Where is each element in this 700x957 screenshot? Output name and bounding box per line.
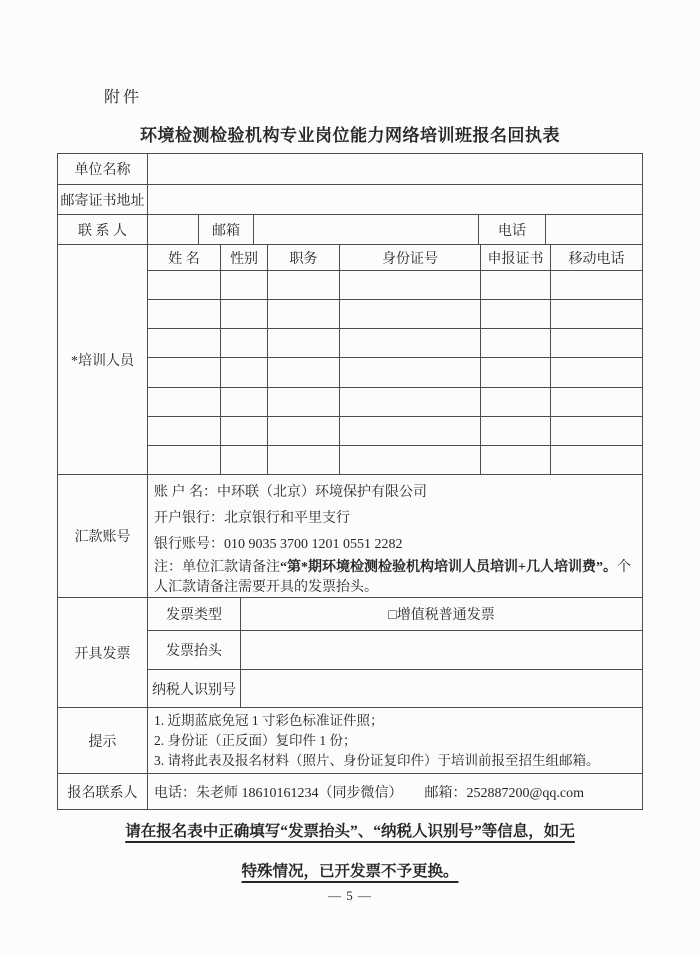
trainee-empty-cell (148, 388, 220, 416)
remit-bank: 开户银行：北京银行和平里支行 (154, 511, 350, 526)
trainee-empty-cell (267, 446, 339, 474)
trainee-empty-cell (339, 271, 480, 299)
trainee-empty-cell (550, 358, 642, 386)
trainee-empty-cell (480, 271, 550, 299)
trainee-empty-cell (480, 300, 550, 328)
trainee-empty-row (148, 445, 642, 474)
trainee-empty-cell (339, 446, 480, 474)
trainee-empty-cell (339, 300, 480, 328)
trainee-empty-cell (267, 329, 339, 357)
registration-form-table (57, 153, 643, 810)
trainee-empty-cell (148, 358, 220, 386)
taxpayer-id-value (240, 670, 642, 708)
invoice-title-label: 发票抬头 (166, 644, 222, 659)
signup-contact-value (147, 774, 642, 809)
remittance-label: 汇款账号 (74, 530, 131, 545)
trainee-empty-cell (220, 300, 267, 328)
trainee-empty-cell (480, 388, 550, 416)
trainee-empty-cell (550, 271, 642, 299)
trainee-empty-row (148, 357, 642, 386)
row-mail-address (58, 184, 642, 214)
signup-contact-label: 报名联系人 (67, 785, 138, 801)
trainee-empty-cell (267, 388, 339, 416)
trainee-empty-cell (550, 417, 642, 445)
trainee-empty-cell (480, 446, 550, 474)
trainee-empty-row (148, 387, 642, 416)
trainee-empty-cell (339, 329, 480, 357)
trainee-empty-cell (220, 329, 267, 357)
trainee-empty-row (148, 416, 642, 445)
unit-name-label: 单位名称 (74, 163, 131, 178)
row-remittance (58, 474, 642, 597)
footer-note-line1: 请在报名表中正确填写“发票抬头”、“纳税人识别号”等信息，如无 (125, 823, 575, 840)
trainee-empty-cell (148, 446, 220, 474)
page-title: 环境检测检验机构专业岗位能力网络培训班报名回执表 (140, 126, 560, 145)
invoice-type-label: 发票类型 (166, 608, 222, 623)
row-trainees (58, 244, 642, 474)
trainee-empty-cell (267, 271, 339, 299)
trainee-col-mobile: 移动电话 (550, 245, 642, 270)
trainee-empty-cell (550, 300, 642, 328)
footer-note-line2: 特殊情况，已开发票不予更换。 (241, 863, 459, 880)
tip-item-2: 2. 身份证（正反面）复印件 1 份； (154, 733, 357, 748)
contact-value (147, 215, 198, 244)
taxpayer-id-row (148, 669, 642, 708)
tips-label: 提示 (88, 734, 117, 750)
taxpayer-id-label: 纳税人识别号 (152, 683, 236, 698)
trainee-col-id-number: 身份证号 (339, 245, 480, 270)
row-unit-name (58, 154, 642, 184)
trainee-empty-cell (550, 388, 642, 416)
remit-account-no: 银行账号：010 9035 3700 1201 0551 2282 (154, 537, 403, 552)
invoice-title-value (240, 631, 642, 669)
unit-name-value (147, 154, 642, 184)
trainee-empty-cell (148, 329, 220, 357)
invoice-subtable (147, 598, 642, 707)
contact-phone-value (545, 215, 642, 244)
trainee-empty-cell (220, 417, 267, 445)
trainee-empty-cell (148, 271, 220, 299)
trainee-col-name: 姓 名 (168, 251, 200, 267)
trainee-empty-cell (220, 446, 267, 474)
signup-contact-phone: 电话：朱老师 18610161234（同步微信） (154, 785, 403, 801)
trainee-empty-cell (550, 329, 642, 357)
invoice-label: 开具发票 (74, 646, 131, 662)
tip-item-3: 3. 请将此表及报名材料（照片、身份证复印件）于培训前报至招生组邮箱。 (154, 753, 600, 768)
row-invoice (58, 597, 642, 707)
trainee-empty-row (148, 328, 642, 357)
invoice-title-row (148, 630, 642, 669)
trainee-empty-cell (267, 358, 339, 386)
footer-note (0, 812, 700, 892)
signup-contact-email: 邮箱：252887200@qq.com (424, 785, 584, 801)
trainee-empty-cell (339, 417, 480, 445)
trainee-empty-cell (220, 358, 267, 386)
trainee-empty-cell (550, 446, 642, 474)
trainee-empty-cell (480, 329, 550, 357)
contact-email-value (253, 215, 478, 244)
trainee-col-certificate: 申报证书 (480, 245, 550, 270)
trainee-empty-row (148, 299, 642, 328)
contact-label: 联 系 人 (78, 223, 127, 239)
trainee-empty-cell (267, 300, 339, 328)
mail-address-value (147, 185, 642, 214)
trainee-empty-row (148, 270, 642, 299)
trainee-empty-cell (339, 388, 480, 416)
trainee-empty-cell (480, 417, 550, 445)
invoice-type-row (148, 598, 642, 630)
trainee-col-gender: 性别 (220, 245, 267, 270)
attachment-label: 附件 (104, 89, 143, 106)
trainee-empty-cell (339, 358, 480, 386)
page-number: — 5 — (328, 888, 372, 903)
remit-note: 注：单位汇款请备注“第*期环境检测检验机构培训人员培训+几人培训费”。个人汇款请备注需要开具的发票抬头。 (154, 560, 631, 595)
row-tips (58, 707, 642, 773)
remit-account-name: 账 户 名：中环联（北京）环境保护有限公司 (154, 485, 427, 500)
trainee-col-position: 职务 (267, 245, 339, 270)
trainee-empty-cell (220, 388, 267, 416)
trainee-header-row (148, 245, 642, 270)
row-signup-contact (58, 773, 642, 809)
contact-phone-label: 电话 (478, 215, 545, 244)
invoice-type-value: □增值税普通发票 (240, 598, 642, 630)
tips-content (147, 708, 642, 773)
trainee-table (147, 245, 642, 474)
trainee-empty-cell (267, 417, 339, 445)
trainee-empty-cell (220, 271, 267, 299)
tip-item-1: 1. 近期蓝底免冠 1 寸彩色标准证件照； (154, 713, 384, 728)
trainee-empty-cell (480, 358, 550, 386)
trainees-label: *培训人员 (71, 353, 134, 369)
contact-email-label: 邮箱 (198, 215, 253, 244)
trainee-empty-cell (148, 300, 220, 328)
remittance-details (147, 475, 642, 597)
row-contact (58, 214, 642, 244)
mail-address-label: 邮寄证书地址 (60, 193, 145, 209)
trainee-empty-cell (148, 417, 220, 445)
